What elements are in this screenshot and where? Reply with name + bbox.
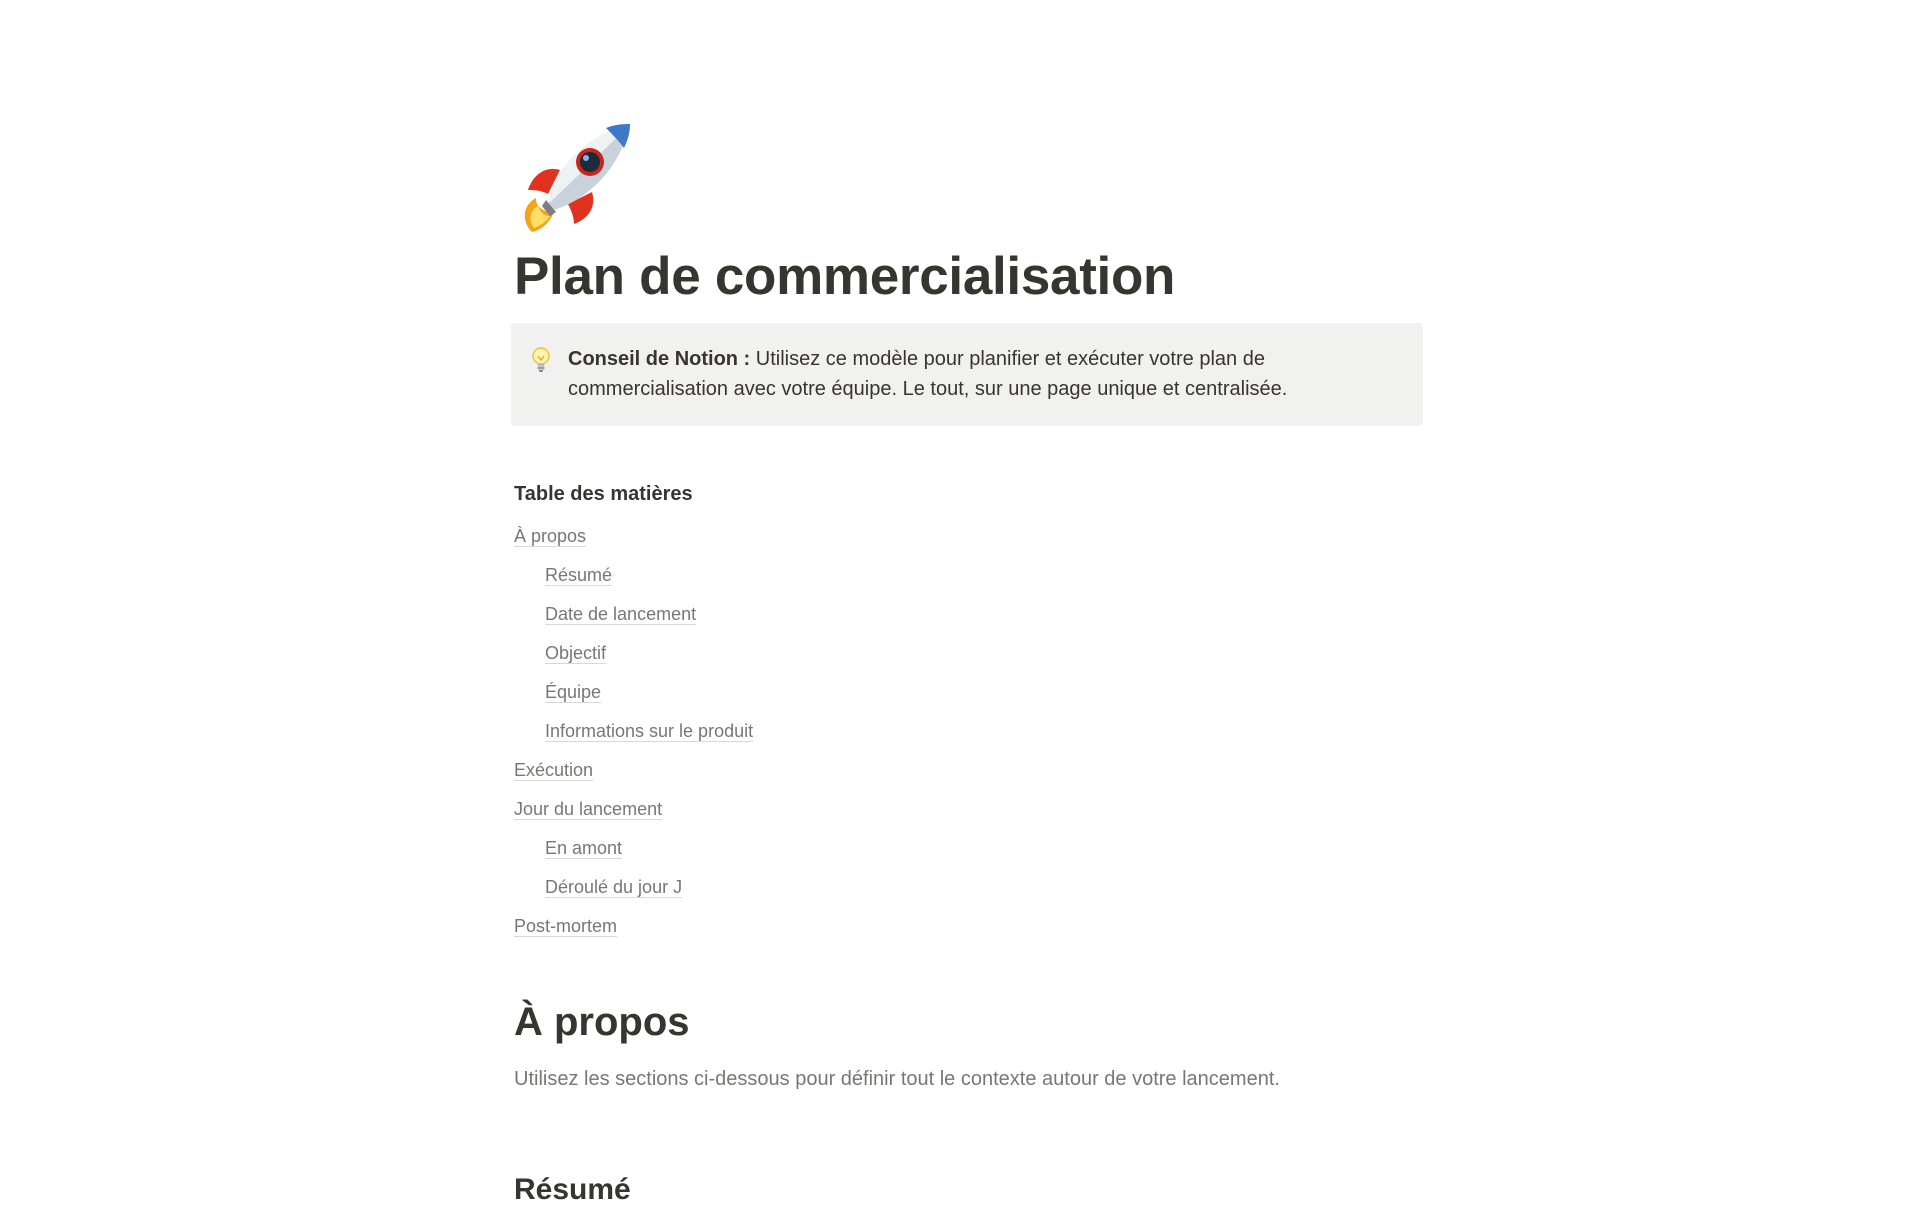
toc-item <box>514 560 753 599</box>
page-title[interactable]: Plan de commercialisation <box>514 247 1176 306</box>
toc-link[interactable]: Post-mortem <box>514 916 618 936</box>
heading-about[interactable]: À propos <box>514 1000 690 1044</box>
toc-heading: Table des matières <box>514 483 693 505</box>
toc-item <box>514 638 753 677</box>
toc-item <box>514 599 753 638</box>
toc-link[interactable]: Résumé <box>545 565 613 585</box>
toc-item <box>514 521 753 560</box>
toc-item <box>514 716 753 755</box>
callout-body: Utilisez ce modèle pour planifier et exécuter votre plan de commercialisation avec votre équipe. Le tout, sur une page unique et centralisée. <box>568 348 1288 400</box>
toc-link[interactable]: Date de lancement <box>545 604 697 624</box>
toc-link[interactable]: Équipe <box>545 682 602 702</box>
toc-link[interactable]: À propos <box>514 526 587 546</box>
lightbulb-icon <box>531 346 551 374</box>
toc-item <box>514 677 753 716</box>
toc-link[interactable]: Exécution <box>514 760 594 780</box>
toc-item <box>514 755 753 794</box>
toc-link[interactable]: Déroulé du jour J <box>545 877 683 897</box>
table-of-contents <box>514 521 753 950</box>
toc-item <box>514 911 753 950</box>
heading-summary[interactable]: Résumé <box>514 1173 631 1206</box>
toc-link[interactable]: Informations sur le produit <box>545 721 754 741</box>
callout-text <box>568 344 1408 404</box>
toc-link[interactable]: Jour du lancement <box>514 799 663 819</box>
toc-link[interactable]: Objectif <box>545 643 607 663</box>
callout-bold: Conseil de Notion : <box>568 348 751 370</box>
about-paragraph[interactable]: Utilisez les sections ci-dessous pour définir tout le contexte autour de votre lancement. <box>514 1068 1280 1090</box>
toc-item <box>514 833 753 872</box>
rocket-icon[interactable] <box>514 120 634 236</box>
toc-item <box>514 794 753 833</box>
tip-callout <box>511 323 1423 426</box>
toc-link[interactable]: En amont <box>545 838 623 858</box>
toc-item <box>514 872 753 911</box>
